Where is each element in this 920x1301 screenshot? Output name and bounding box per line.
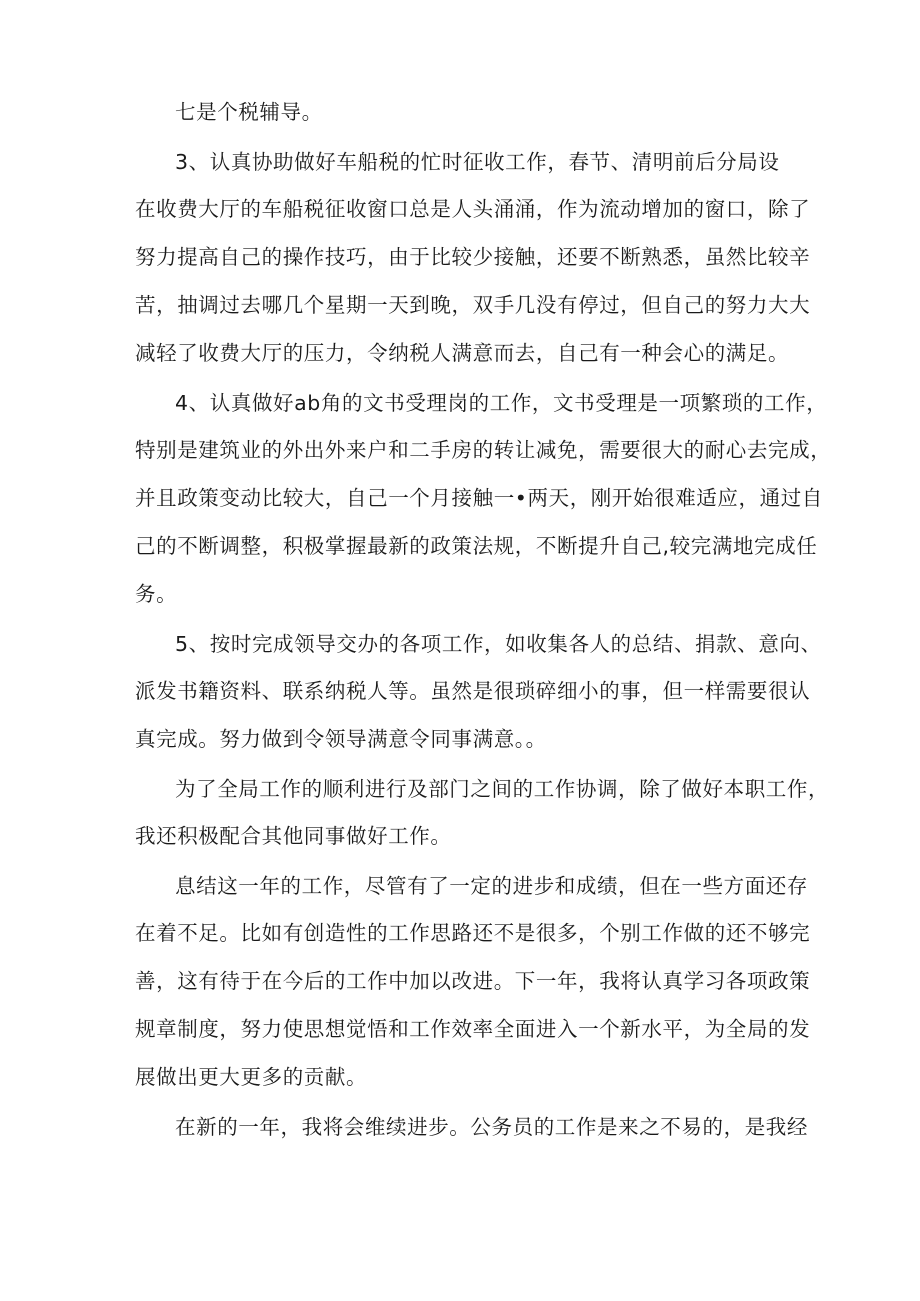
text-line: 展做出更大更多的贡献。: [135, 1065, 368, 1089]
text-line: 5、按时完成领导交办的各项工作，如收集各人的总结、捐款、意向、: [175, 632, 822, 656]
text-line: 为了全局工作的顺利进行及部门之间的工作协调，除了做好本职工作，: [175, 777, 830, 801]
text-line: 规章制度，努力使思想觉悟和工作效率全面进入一个新水平，为全局的发: [135, 1017, 811, 1041]
text-line: 努力提高自己的操作技巧，由于比较少接触，还要不断熟悉，虽然比较辛: [135, 245, 811, 269]
text-line: 派发书籍资料、联系纳税人等。虽然是很琐碎细小的事，但一样需要很认: [135, 679, 811, 703]
text-line: 在着不足。比如有创造性的工作思路还不是很多，个别工作做的还不够完: [135, 921, 811, 945]
text-line: 七是个税辅导。: [175, 100, 323, 124]
text-line: 4、认真做好ab角的文书受理岗的工作，文书受理是一项繁琐的工作，: [175, 391, 828, 415]
text-line: 3、认真协助做好车船税的忙时征收工作，春节、清明前后分局设: [175, 150, 780, 174]
text-line: 特别是建筑业的外出外来户和二手房的转让减免，需要很大的耐心去完成，: [135, 438, 832, 462]
text-line: 减轻了收费大厅的压力，令纳税人满意而去，自己有一种会心的满足。: [135, 341, 790, 365]
text-line: 己的不断调整，积极掌握最新的政策法规，不断提升自己,较完满地完成任: [135, 534, 818, 558]
text-line: 在新的一年，我将会维续进步。公务员的工作是来之不易的，是我经: [175, 1115, 808, 1139]
text-line: 苦，抽调过去哪几个星期一天到晚，双手几没有停过，但自己的努力大大: [135, 293, 811, 317]
text-line: 务。: [135, 582, 178, 606]
text-line: 在收费大厅的车船税征收窗口总是人头涌涌，作为流动增加的窗口，除了: [135, 197, 811, 221]
text-line: 善，这有待于在今后的工作中加以改进。下一年，我将认真学习各项政策: [135, 969, 811, 993]
text-line: 真完成。努力做到令领导满意令同事满意。。: [135, 727, 547, 751]
text-line: 我还积极配合其他同事做好工作。: [135, 824, 452, 848]
text-line: 并且政策变动比较大，自己一个月接触一•两天，刚开始很难适应，通过自: [135, 486, 823, 510]
text-line: 息结这一年的工作，尽管有了一定的进步和成绩，但在一些方面还存: [175, 874, 808, 898]
